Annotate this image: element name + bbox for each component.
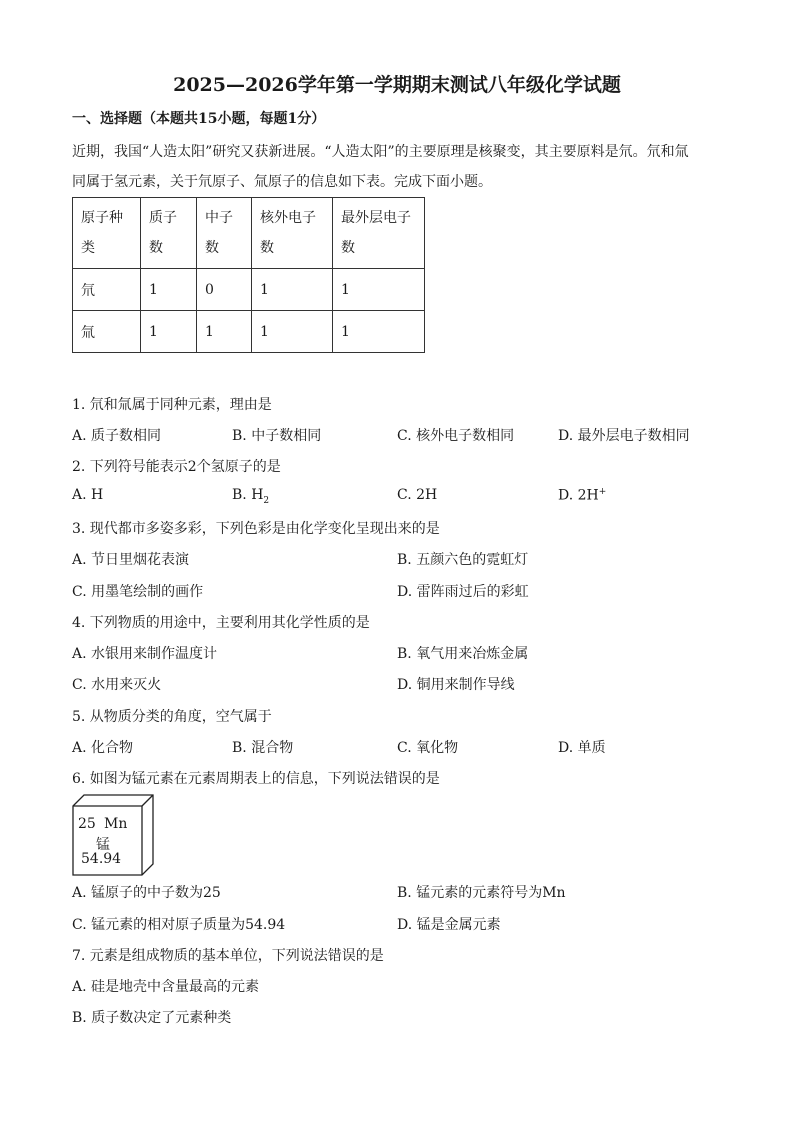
question-6-option-c[interactable]: C. 锰元素的相对原子质量为54.94 <box>72 917 286 933</box>
question-4-option-c[interactable]: C. 水用来灭火 <box>72 677 162 693</box>
table-cell: 1 <box>333 311 425 353</box>
question-1-option-a[interactable]: A. 质子数相同 <box>72 428 162 444</box>
question-7-stem: 7. 元素是组成物质的基本单位，下列说法错误的是 <box>72 948 384 964</box>
question-6-option-d[interactable]: D. 锰是金属元素 <box>397 917 501 933</box>
table-row <box>73 311 425 353</box>
question-2-stem: 2. 下列符号能表示2个氢原子的是 <box>72 459 281 475</box>
question-3-option-d[interactable]: D. 雷阵雨过后的彩虹 <box>397 584 529 600</box>
intro-line-2: 同属于氢元素，关于氘原子、氚原子的信息如下表。完成下面小题。 <box>72 174 492 190</box>
table-cell: 1 <box>333 269 425 311</box>
question-3-option-a[interactable]: A. 节日里烟花表演 <box>72 552 190 568</box>
question-5-option-b[interactable]: B. 混合物 <box>232 740 294 756</box>
question-2-option-a[interactable]: A. H <box>72 487 104 503</box>
table-cell: 1 <box>252 269 333 311</box>
table-header-cell: 中子数 <box>197 198 252 269</box>
question-1-option-b[interactable]: B. 中子数相同 <box>232 428 322 444</box>
element-name: 锰 <box>96 837 110 853</box>
subscript: 2 <box>263 495 270 506</box>
periodic-element-card <box>72 794 154 876</box>
table-row <box>73 269 425 311</box>
question-1-stem: 1. 氘和氚属于同种元素，理由是 <box>72 397 272 413</box>
question-7-option-a[interactable]: A. 硅是地壳中含量最高的元素 <box>72 979 260 995</box>
superscript: + <box>598 487 607 497</box>
question-4-option-a[interactable]: A. 水银用来制作温度计 <box>72 646 218 662</box>
question-3-stem: 3. 现代都市多姿多彩，下列色彩是由化学变化呈现出来的是 <box>72 521 440 537</box>
question-1-option-c[interactable]: C. 核外电子数相同 <box>397 428 515 444</box>
question-3-option-b[interactable]: B. 五颜六色的霓虹灯 <box>397 552 529 568</box>
question-5-stem: 5. 从物质分类的角度，空气属于 <box>72 709 272 725</box>
question-2-option-b[interactable] <box>232 487 269 506</box>
table-cell: 1 <box>252 311 333 353</box>
element-mass: 54.94 <box>81 851 122 867</box>
section-heading: 一、选择题（本题共15小题，每题1分） <box>72 111 326 127</box>
question-6-option-b[interactable]: B. 锰元素的元素符号为Mn <box>397 885 566 901</box>
question-5-option-a[interactable]: A. 化合物 <box>72 740 134 756</box>
option-b-text: B. H <box>232 487 264 503</box>
question-7-option-b[interactable]: B. 质子数决定了元素种类 <box>72 1010 232 1026</box>
table-header-row <box>73 198 425 269</box>
intro-line-1: 近期，我国“人造太阳”研究又获新进展。“人造太阳”的主要原理是核聚变，其主要原料是氘。氘和氚 <box>72 144 689 160</box>
table-cell: 氘 <box>73 269 141 311</box>
table-header-cell: 质子数 <box>141 198 197 269</box>
table-header-cell: 核外电子数 <box>252 198 333 269</box>
element-number: 25 <box>78 816 96 832</box>
question-4-stem: 4. 下列物质的用途中，主要利用其化学性质的是 <box>72 615 370 631</box>
table-header-cell: 最外层电子数 <box>333 198 425 269</box>
element-symbol: Mn <box>104 816 128 832</box>
option-d-text: D. 2H <box>558 487 599 504</box>
table-cell: 1 <box>197 311 252 353</box>
question-4-option-b[interactable]: B. 氧气用来冶炼金属 <box>397 646 529 662</box>
question-1-option-d[interactable]: D. 最外层电子数相同 <box>558 428 690 444</box>
question-6-option-a[interactable]: A. 锰原子的中子数为25 <box>72 885 221 901</box>
table-header-cell: 原子种类 <box>73 198 141 269</box>
question-3-option-c[interactable]: C. 用墨笔绘制的画作 <box>72 584 204 600</box>
table-cell: 氚 <box>73 311 141 353</box>
question-6-stem: 6. 如图为锰元素在元素周期表上的信息，下列说法错误的是 <box>72 771 440 787</box>
page-title: 2025—2026学年第一学期期末测试八年级化学试题 <box>173 74 621 96</box>
atom-info-table <box>72 197 425 353</box>
table-cell: 1 <box>141 269 197 311</box>
question-5-option-d[interactable]: D. 单质 <box>558 740 606 756</box>
question-2-option-d[interactable] <box>558 487 606 504</box>
question-2-option-c[interactable]: C. 2H <box>397 487 438 503</box>
table-cell: 1 <box>141 311 197 353</box>
question-4-option-d[interactable]: D. 铜用来制作导线 <box>397 677 515 693</box>
question-5-option-c[interactable]: C. 氧化物 <box>397 740 459 756</box>
table-cell: 0 <box>197 269 252 311</box>
